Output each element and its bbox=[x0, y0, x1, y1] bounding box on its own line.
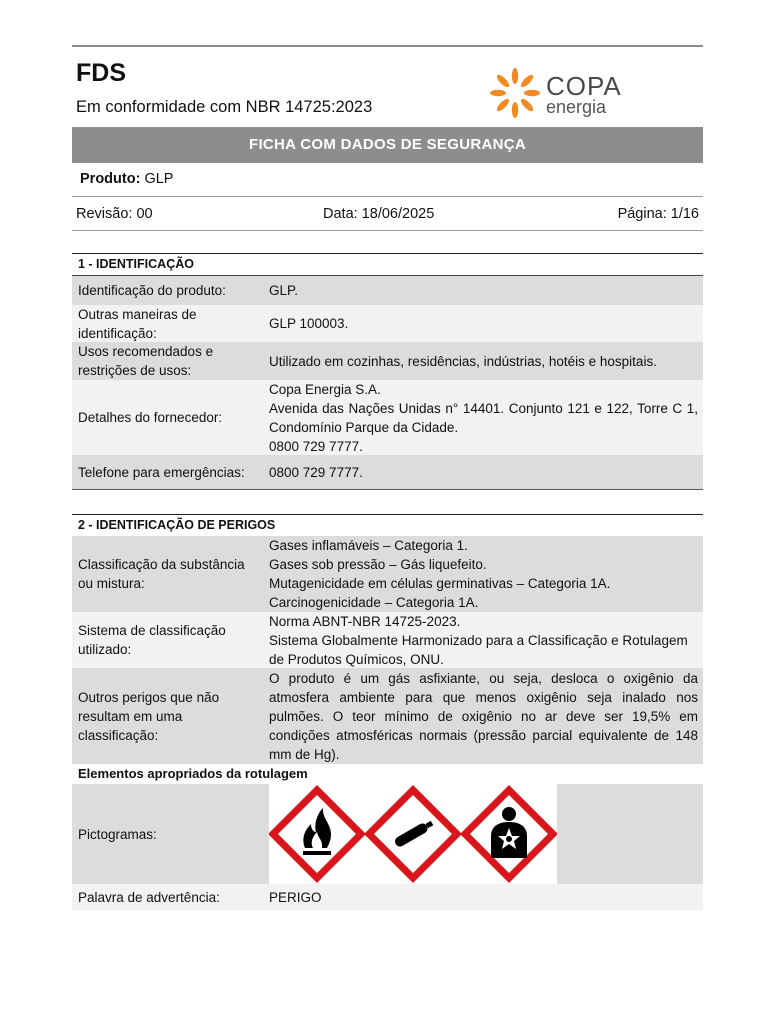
labeling-elements-title: Elementos apropriados da rotulagem bbox=[78, 766, 308, 781]
classification-line: Carcinogenicidade – Categoria 1A. bbox=[269, 595, 479, 610]
table-row bbox=[72, 668, 703, 764]
row-value bbox=[264, 612, 703, 668]
section-title: 2 - IDENTIFICAÇÃO DE PERIGOS bbox=[78, 518, 276, 532]
logo-word-energia: energia bbox=[546, 97, 607, 117]
table-row bbox=[72, 455, 703, 490]
table-row bbox=[72, 276, 703, 305]
row-value: GLP 100003. bbox=[269, 316, 349, 331]
row-value: Utilizado em cozinhas, residências, indústrias, hotéis e hospitais. bbox=[269, 353, 657, 369]
classification-line: Mutagenicidade em células germinativas – Categoria 1A. bbox=[269, 576, 611, 591]
health-hazard-icon bbox=[465, 790, 553, 878]
row-key: Identificação do produto: bbox=[78, 283, 226, 298]
row-key: Palavra de advertência: bbox=[78, 889, 220, 905]
flame-icon bbox=[273, 790, 361, 878]
sds-page bbox=[72, 45, 703, 910]
table-row bbox=[72, 612, 703, 668]
ghs-pictograms bbox=[269, 784, 557, 884]
classification-system-line: Sistema Globalmente Harmonizado para a Classificação e Rotulagem de Produtos Químicos, ONU. bbox=[269, 632, 688, 667]
classification-system-line: Norma ABNT-NBR 14725-2023. bbox=[269, 613, 461, 629]
logo-word-copa: COPA bbox=[546, 71, 622, 101]
classification-line: Gases inflamáveis – Categoria 1. bbox=[269, 538, 468, 553]
row-key: Detalhes do fornecedor: bbox=[78, 410, 223, 425]
revision-line bbox=[72, 197, 703, 231]
row-value: O produto é um gás asfixiante, ou seja, desloca o oxigênio da atmosfera ambiente para que menos oxigênio seja inalado nos pulmões. O teor mínimo de oxigênio no ar deve ser 19,5% em condições atmosféricas normais (pressão parcial equivalente de 148 mm de Hg). bbox=[269, 670, 698, 762]
row-value: GLP. bbox=[269, 283, 299, 298]
row-key: Pictogramas: bbox=[78, 826, 157, 842]
section-identification bbox=[72, 253, 703, 490]
pictogram-cell bbox=[269, 784, 557, 884]
table-row bbox=[72, 342, 703, 380]
supplier-address: Avenida das Nações Unidas n° 14401. Conjunto 121 e 122, Torre C 1, Condomínio Parque da Cidade. bbox=[269, 400, 698, 435]
document-subtitle: Em conformidade com NBR 14725:2023 bbox=[76, 98, 373, 116]
table-row bbox=[72, 884, 703, 910]
document-header bbox=[72, 47, 703, 127]
sunburst-logo-icon bbox=[488, 63, 544, 123]
table-row bbox=[72, 305, 703, 342]
signal-word: PERIGO bbox=[269, 889, 322, 905]
row-value bbox=[264, 536, 703, 612]
document-title: FDS bbox=[76, 59, 126, 87]
row-value bbox=[264, 380, 703, 455]
row-key: Sistema de classificação utilizado: bbox=[78, 623, 226, 657]
product-value: GLP bbox=[144, 171, 174, 187]
row-key: Classificação da substância ou mistura: bbox=[78, 557, 245, 591]
row-key: Telefone para emergências: bbox=[78, 464, 245, 480]
gas-cylinder-icon bbox=[369, 790, 457, 878]
row-key: Outras maneiras de identificação: bbox=[78, 306, 197, 341]
classification-line: Gases sob pressão – Gás liquefeito. bbox=[269, 557, 487, 572]
page-number: Página: 1/16 bbox=[617, 206, 699, 222]
section-title: 1 - IDENTIFICAÇÃO bbox=[72, 254, 703, 276]
table-row bbox=[72, 380, 703, 455]
section-hazards bbox=[72, 514, 703, 910]
copa-energia-logo bbox=[488, 63, 638, 123]
row-key: Usos recomendados e restrições de usos: bbox=[78, 344, 214, 378]
supplier-name: Copa Energia S.A. bbox=[269, 381, 381, 397]
table-row bbox=[72, 784, 703, 884]
revision-date: Data: 18/06/2025 bbox=[323, 206, 435, 222]
revision-number: Revisão: 00 bbox=[76, 206, 153, 222]
product-line bbox=[72, 163, 703, 197]
pictogram-filler bbox=[557, 784, 703, 884]
supplier-phone: 0800 729 7777. bbox=[269, 438, 363, 454]
table-row bbox=[72, 536, 703, 612]
row-key: Outros perigos que não resultam em uma classificação: bbox=[78, 689, 220, 743]
sds-banner: FICHA COM DADOS DE SEGURANÇA bbox=[72, 127, 703, 163]
row-value: 0800 729 7777. bbox=[269, 464, 363, 480]
product-label: Produto: bbox=[80, 171, 141, 187]
